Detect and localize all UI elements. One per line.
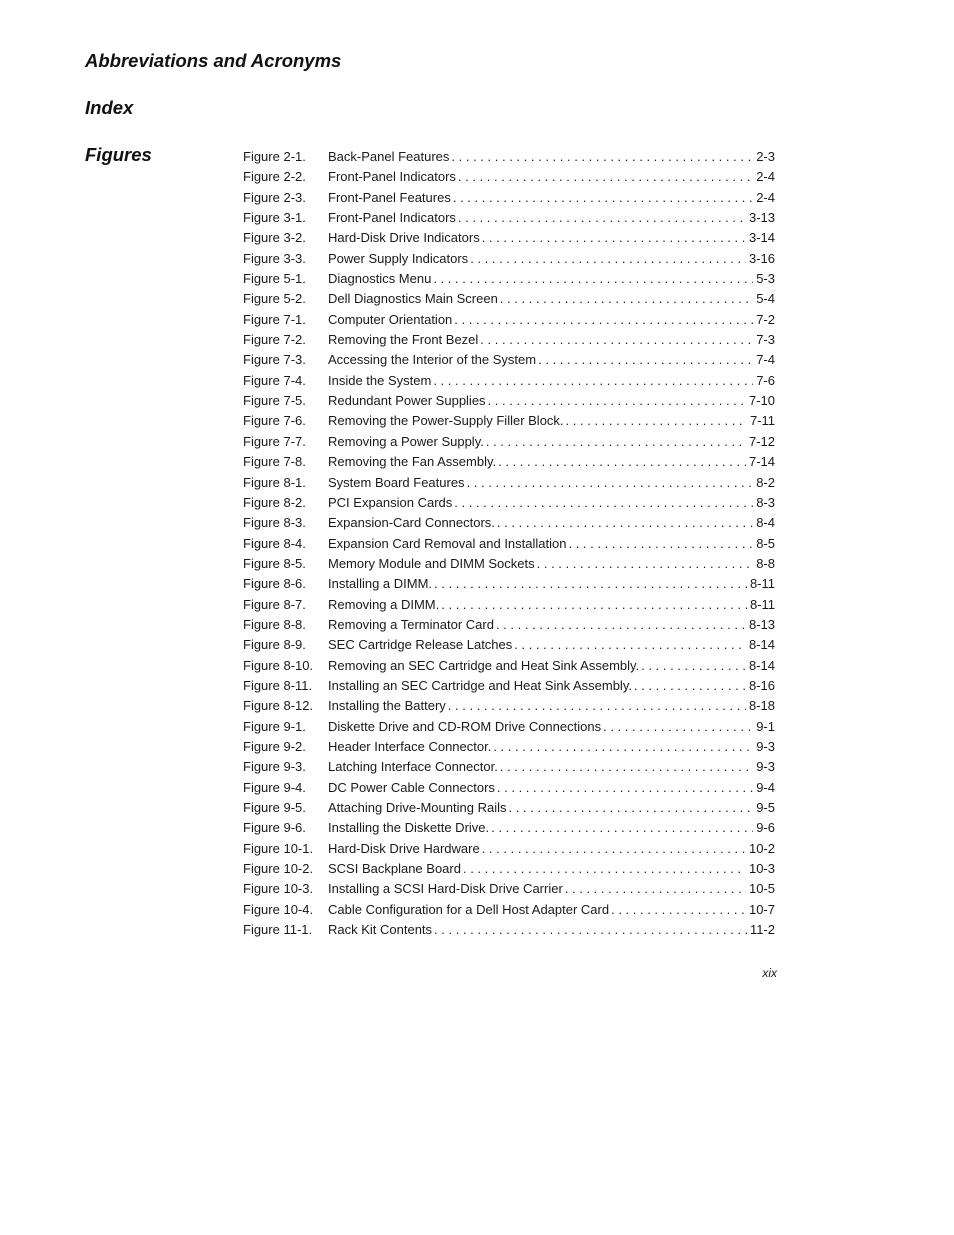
figure-number: Figure 3-3.: [243, 250, 306, 266]
figure-title: Installing a DIMM.: [328, 576, 433, 592]
figure-page: 8-18: [748, 698, 775, 714]
dot-leader: [565, 879, 746, 899]
figure-entry[interactable]: [243, 615, 775, 635]
dot-leader: [454, 493, 753, 513]
figure-entry[interactable]: [243, 900, 775, 920]
dot-leader: [454, 310, 753, 330]
figure-title: Computer Orientation: [328, 311, 453, 327]
figure-number: Figure 8-5.: [243, 555, 306, 571]
figure-number: Figure 10-1.: [243, 840, 314, 856]
dot-leader: [470, 249, 746, 269]
figure-number: Figure 8-6.: [243, 576, 306, 592]
figure-number: Figure 5-2.: [243, 291, 306, 307]
figure-number: Figure 10-4.: [243, 901, 314, 917]
figure-number: Figure 7-8.: [243, 454, 306, 470]
dot-leader: [433, 269, 753, 289]
figure-number: Figure 7-3.: [243, 352, 306, 368]
figure-title: Front-Panel Indicators: [328, 169, 456, 185]
figure-title: Removing a DIMM.: [328, 596, 440, 612]
figure-entry[interactable]: [243, 574, 775, 594]
figure-title: Hard-Disk Drive Indicators: [328, 230, 480, 246]
dot-leader: [451, 147, 753, 167]
figure-number: Figure 2-2.: [243, 169, 306, 185]
figure-title: Expansion Card Removal and Installation: [328, 535, 567, 551]
figure-entry[interactable]: [243, 757, 775, 777]
figure-page: 3-13: [748, 210, 775, 226]
figure-title: Installing a SCSI Hard-Disk Drive Carrier: [328, 881, 563, 897]
figure-entry[interactable]: [243, 208, 775, 228]
figure-entry[interactable]: [243, 595, 775, 615]
figure-title: Header Interface Connector.: [328, 738, 492, 754]
figure-number: Figure 7-1.: [243, 311, 306, 327]
figure-number: Figure 7-2.: [243, 332, 306, 348]
figure-title: Installing an SEC Cartridge and Heat Sink Assembly.: [328, 677, 632, 693]
figure-title: Rack Kit Contents: [328, 922, 433, 938]
figure-page: 7-2: [756, 311, 775, 327]
figure-number: Figure 3-2.: [243, 230, 306, 246]
figure-title: Hard-Disk Drive Hardware: [328, 840, 480, 856]
figure-page: 9-3: [756, 738, 775, 754]
dot-leader: [603, 717, 753, 737]
figure-entry[interactable]: [243, 391, 775, 411]
dot-leader: [458, 167, 753, 187]
figure-page: 7-11: [749, 413, 775, 429]
figure-page: 11-2: [749, 922, 775, 938]
figure-entry[interactable]: [243, 147, 775, 167]
figure-entry[interactable]: [243, 818, 775, 838]
figure-entry[interactable]: [243, 635, 775, 655]
figure-entry[interactable]: [243, 513, 775, 533]
figure-title: SEC Cartridge Release Latches: [328, 637, 513, 653]
figure-page: 2-4: [756, 189, 775, 205]
figure-page: 7-6: [756, 372, 775, 388]
figure-page: 8-2: [756, 474, 775, 490]
figure-page: 7-4: [756, 352, 775, 368]
figure-entry[interactable]: [243, 778, 775, 798]
figure-title: Installing the Battery: [328, 698, 446, 714]
dot-leader: [641, 656, 746, 676]
figure-number: Figure 9-1.: [243, 718, 306, 734]
figure-page: 3-14: [748, 230, 775, 246]
figure-number: Figure 8-3.: [243, 515, 306, 531]
figures-list: [243, 147, 775, 940]
figure-page: 9-1: [756, 718, 775, 734]
dot-leader: [458, 208, 746, 228]
figure-page: 8-5: [756, 535, 775, 551]
figure-page: 8-14: [748, 657, 775, 673]
figure-entry[interactable]: [243, 310, 775, 330]
figure-title: Installing the Diskette Drive.: [328, 820, 490, 836]
figure-page: 8-8: [756, 555, 775, 571]
figure-entry[interactable]: [243, 534, 775, 554]
dot-leader: [493, 737, 753, 757]
figure-number: Figure 9-6.: [243, 820, 306, 836]
figure-entry[interactable]: [243, 859, 775, 879]
figure-title: System Board Features: [328, 474, 465, 490]
dot-leader: [566, 411, 747, 431]
figure-page: 10-3: [748, 861, 775, 877]
dot-leader: [537, 554, 754, 574]
figure-entry[interactable]: [243, 269, 775, 289]
figure-entry[interactable]: [243, 656, 775, 676]
figure-title: Latching Interface Connector.: [328, 759, 498, 775]
figure-page: 9-4: [756, 779, 775, 795]
figure-page: 2-4: [756, 169, 775, 185]
figure-entry[interactable]: [243, 717, 775, 737]
figure-number: Figure 7-7.: [243, 433, 306, 449]
figure-number: Figure 8-1.: [243, 474, 306, 490]
figure-page: 8-11: [749, 576, 775, 592]
dot-leader: [611, 900, 746, 920]
figure-number: Figure 11-1.: [243, 922, 313, 938]
figure-number: Figure 8-7.: [243, 596, 306, 612]
figure-entry[interactable]: [243, 798, 775, 818]
figure-page: 7-3: [756, 332, 775, 348]
dot-leader: [453, 188, 753, 208]
figure-title: Diagnostics Menu: [328, 271, 432, 287]
figure-title: Back-Panel Features: [328, 149, 450, 164]
figure-entry[interactable]: [243, 167, 775, 187]
dot-leader: [500, 757, 753, 777]
figure-number: Figure 9-4.: [243, 779, 306, 795]
figure-page: 8-11: [749, 596, 775, 612]
figure-entry[interactable]: [243, 879, 775, 899]
figure-page: 8-16: [748, 677, 775, 693]
figure-number: Figure 10-3.: [243, 881, 314, 897]
figure-page: 7-12: [748, 433, 775, 449]
page-number: xix: [762, 966, 777, 980]
figure-title: Inside the System: [328, 372, 432, 388]
figure-number: Figure 9-3.: [243, 759, 306, 775]
figure-page: 8-14: [748, 637, 775, 653]
figure-title: Removing the Front Bezel: [328, 332, 479, 348]
dot-leader: [491, 818, 753, 838]
figure-page: 3-16: [748, 250, 775, 266]
figure-entry[interactable]: [243, 330, 775, 350]
figure-entry[interactable]: [243, 289, 775, 309]
dot-leader: [441, 595, 747, 615]
figure-page: 8-3: [756, 494, 775, 510]
figure-title: Expansion-Card Connectors.: [328, 515, 495, 531]
figure-page: 5-3: [756, 271, 775, 287]
figure-page: 2-3: [756, 149, 775, 164]
figure-title: Front-Panel Indicators: [328, 210, 456, 226]
dot-leader: [434, 574, 747, 594]
figure-title: Removing the Power-Supply Filler Block.: [328, 413, 564, 429]
figure-number: Figure 10-2.: [243, 861, 314, 877]
figure-entry[interactable]: [243, 839, 775, 859]
figure-number: Figure 8-2.: [243, 494, 306, 510]
figure-title: Accessing the Interior of the System: [328, 352, 537, 368]
figure-title: Removing an SEC Cartridge and Heat Sink Assembly.: [328, 657, 640, 673]
figure-title: Removing a Power Supply.: [328, 433, 484, 449]
dot-leader: [497, 513, 753, 533]
figure-title: Diskette Drive and CD-ROM Drive Connections: [328, 718, 602, 734]
dot-leader: [568, 534, 753, 554]
figure-entry[interactable]: [243, 228, 775, 248]
figure-entry[interactable]: [243, 493, 775, 513]
figure-page: 8-13: [748, 616, 775, 632]
abbreviations-heading: Abbreviations and Acronyms: [85, 50, 342, 71]
figure-page: 10-7: [748, 901, 775, 917]
dot-leader: [634, 676, 746, 696]
dot-leader: [434, 920, 747, 940]
figure-number: Figure 9-2.: [243, 738, 306, 754]
figure-entry[interactable]: [243, 737, 775, 757]
figure-number: Figure 7-4.: [243, 372, 306, 388]
figures-heading: Figures: [85, 144, 152, 165]
figure-number: Figure 8-10.: [243, 657, 314, 673]
dot-leader: [514, 635, 746, 655]
figure-title: Front-Panel Features: [328, 189, 451, 205]
figure-entry[interactable]: [243, 350, 775, 370]
dot-leader: [463, 859, 746, 879]
figure-number: Figure 7-6.: [243, 413, 306, 429]
dot-leader: [496, 615, 746, 635]
figure-page: 7-14: [748, 454, 775, 470]
figure-page: 10-2: [748, 840, 775, 856]
figure-title: Removing a Terminator Card: [328, 616, 494, 632]
figure-page: 9-6: [756, 820, 775, 836]
figure-entry[interactable]: [243, 371, 775, 391]
figure-number: Figure 8-9.: [243, 637, 306, 653]
dot-leader: [480, 330, 753, 350]
dot-leader: [433, 371, 753, 391]
figure-entry[interactable]: [243, 696, 775, 716]
dot-leader: [488, 391, 746, 411]
figure-number: Figure 8-8.: [243, 616, 306, 632]
figure-title: SCSI Backplane Board: [328, 861, 461, 877]
dot-leader: [497, 778, 753, 798]
figure-entry[interactable]: [243, 554, 775, 574]
figure-entry[interactable]: [243, 411, 775, 431]
figure-number: Figure 8-4.: [243, 535, 306, 551]
figure-title: Attaching Drive-Mounting Rails: [328, 800, 507, 815]
figure-title: Dell Diagnostics Main Screen: [328, 291, 498, 307]
figure-number: Figure 3-1.: [243, 210, 306, 226]
dot-leader: [486, 432, 746, 452]
figure-title: Redundant Power Supplies: [328, 393, 486, 409]
figure-entry[interactable]: [243, 432, 775, 452]
dot-leader: [538, 350, 753, 370]
figure-entry[interactable]: [243, 249, 775, 269]
figure-entry[interactable]: [243, 473, 775, 493]
figure-title: Power Supply Indicators: [328, 250, 469, 266]
figure-entry[interactable]: [243, 452, 775, 472]
figure-page: 9-3: [756, 759, 775, 775]
figure-title: Cable Configuration for a Dell Host Adapter Card: [328, 901, 610, 917]
dot-leader: [498, 452, 746, 472]
dot-leader: [500, 289, 753, 309]
dot-leader: [482, 839, 746, 859]
figure-page: 7-10: [748, 393, 775, 409]
figure-number: Figure 9-5.: [243, 800, 306, 815]
figure-entry[interactable]: [243, 188, 775, 208]
dot-leader: [482, 228, 746, 248]
figure-title: Removing the Fan Assembly.: [328, 454, 497, 470]
figure-title: Memory Module and DIMM Sockets: [328, 555, 535, 571]
figure-number: Figure 5-1.: [243, 271, 306, 287]
dot-leader: [508, 798, 753, 818]
figure-number: Figure 8-11.: [243, 677, 313, 693]
figure-entry[interactable]: [243, 920, 775, 940]
figure-number: Figure 7-5.: [243, 393, 306, 409]
figure-page: 10-5: [748, 881, 775, 897]
figure-number: Figure 8-12.: [243, 698, 314, 714]
index-heading: Index: [85, 97, 134, 118]
figure-page: 8-4: [756, 515, 775, 531]
figure-number: Figure 2-1.: [243, 149, 306, 164]
figure-title: DC Power Cable Connectors: [328, 779, 495, 795]
figure-title: PCI Expansion Cards: [328, 494, 453, 510]
figure-number: Figure 2-3.: [243, 189, 306, 205]
figure-entry[interactable]: [243, 676, 775, 696]
dot-leader: [448, 696, 746, 716]
dot-leader: [467, 473, 754, 493]
figure-page: 5-4: [756, 291, 775, 307]
figure-page: 9-5: [756, 800, 775, 815]
